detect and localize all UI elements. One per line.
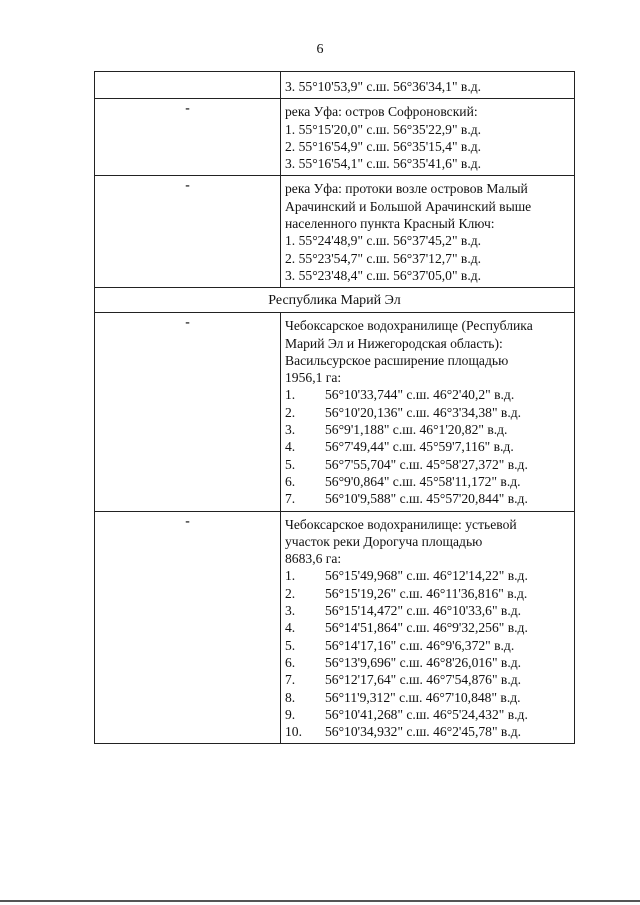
right-cell — [281, 72, 575, 99]
right-cell — [281, 511, 575, 744]
left-cell — [95, 72, 281, 99]
point-coordinate: 56°13'9,696" с.ш. 46°8'26,016" в.д. — [325, 654, 522, 670]
table-row — [95, 72, 575, 99]
point-coordinate: 56°15'19,26" с.ш. 46°11'36,816" в.д. — [325, 585, 528, 601]
table-row — [95, 313, 575, 511]
coordinate-point — [285, 602, 570, 619]
coordinate-point — [285, 706, 570, 723]
coordinate-line: 1. 55°15'20,0" с.ш. 56°35'22,9" в.д. — [285, 121, 482, 137]
point-coordinate: 56°10'33,744" с.ш. 46°2'40,2" в.д. — [325, 387, 515, 403]
page-number: 6 — [316, 42, 324, 57]
coordinates-table — [94, 71, 575, 744]
point-number: 1. — [285, 387, 296, 403]
scan-edge-line — [0, 900, 640, 902]
coordinate-line: 3. 55°23'48,4" с.ш. 56°37'05,0" в.д. — [285, 267, 482, 283]
dash-marker: - — [95, 511, 281, 744]
point-number: 2. — [285, 585, 296, 601]
point-number: 7. — [285, 491, 296, 507]
point-number: 8. — [285, 689, 296, 705]
point-coordinate: 56°9'0,864" с.ш. 45°58'11,172" в.д. — [325, 473, 521, 489]
location-title: 1956,1 га: — [285, 370, 342, 386]
point-coordinate: 56°7'49,44" с.ш. 45°59'7,116" в.д. — [325, 439, 514, 455]
coordinate-point — [285, 723, 570, 740]
location-title: Васильсурское расширение площадью — [285, 352, 509, 368]
point-number: 9. — [285, 706, 296, 722]
right-cell — [281, 176, 575, 288]
point-coordinate: 56°7'55,704" с.ш. 45°58'27,372" в.д. — [325, 456, 528, 472]
point-coordinate: 56°10'41,268" с.ш. 46°5'24,432" в.д. — [325, 706, 528, 722]
point-coordinate: 56°14'17,16" с.ш. 46°9'6,372" в.д. — [325, 637, 515, 653]
right-cell — [281, 99, 575, 176]
point-number: 6. — [285, 654, 296, 670]
coordinate-line: 3. 55°10'53,9" с.ш. 56°36'34,1" в.д. — [285, 79, 482, 94]
location-title: участок реки Дорогуча площадью — [285, 533, 483, 549]
point-coordinate: 56°10'20,136" с.ш. 46°3'34,38" в.д. — [325, 404, 522, 420]
dash-marker: - — [95, 99, 281, 176]
point-number: 6. — [285, 473, 296, 489]
dash-marker: - — [95, 313, 281, 511]
coordinate-point — [285, 490, 570, 507]
location-title: Чебоксарское водохранилище (Республика — [285, 318, 533, 334]
point-number: 5. — [285, 637, 296, 653]
coordinate-point — [285, 637, 570, 654]
dash-marker: - — [95, 176, 281, 288]
coordinate-point — [285, 456, 570, 473]
point-coordinate: 56°10'34,932" с.ш. 46°2'45,78" в.д. — [325, 724, 522, 740]
table-row — [95, 99, 575, 176]
point-number: 3. — [285, 603, 296, 619]
point-number: 4. — [285, 620, 296, 636]
coordinate-line: 2. 55°23'54,7" с.ш. 56°37'12,7" в.д. — [285, 250, 482, 266]
point-coordinate: 56°10'9,588" с.ш. 45°57'20,844" в.д. — [325, 491, 528, 507]
location-title: Марий Эл и Нижегородская область): — [285, 335, 503, 351]
table-row — [95, 176, 575, 288]
location-title: река Уфа: протоки возле островов Малый — [285, 181, 528, 197]
coordinate-point — [285, 421, 570, 438]
coordinate-line: 2. 55°16'54,9" с.ш. 56°35'15,4" в.д. — [285, 138, 482, 154]
point-coordinate: 56°15'14,472" с.ш. 46°10'33,6" в.д. — [325, 603, 522, 619]
point-number: 3. — [285, 422, 296, 438]
coordinate-line: 3. 55°16'54,1" с.ш. 56°35'41,6" в.д. — [285, 156, 482, 172]
point-coordinate: 56°15'49,968" с.ш. 46°12'14,22" в.д. — [325, 568, 528, 584]
coordinate-line: 1. 55°24'48,9" с.ш. 56°37'45,2" в.д. — [285, 233, 482, 249]
point-number: 5. — [285, 456, 296, 472]
coordinate-point — [285, 386, 570, 403]
point-coordinate: 56°11'9,312" с.ш. 46°7'10,848" в.д. — [325, 689, 521, 705]
point-number: 7. — [285, 672, 296, 688]
coordinate-point — [285, 654, 570, 671]
coordinate-point — [285, 619, 570, 636]
point-coordinate: 56°12'17,64" с.ш. 46°7'54,876" в.д. — [325, 672, 522, 688]
table-row — [95, 511, 575, 744]
coordinate-point — [285, 671, 570, 688]
point-coordinate: 56°14'51,864" с.ш. 46°9'32,256" в.д. — [325, 620, 528, 636]
point-coordinate: 56°9'1,188" с.ш. 46°1'20,82" в.д. — [325, 422, 508, 438]
section-row — [95, 288, 575, 313]
point-number: 10. — [285, 724, 302, 740]
coordinate-point — [285, 473, 570, 490]
location-title: населенного пункта Красный Ключ: — [285, 216, 495, 232]
right-cell — [281, 313, 575, 511]
coordinate-point — [285, 567, 570, 584]
location-title: река Уфа: остров Софроновский: — [285, 104, 478, 120]
point-number: 2. — [285, 404, 296, 420]
location-title: Арачинский и Большой Арачинский выше — [285, 198, 532, 214]
point-number: 1. — [285, 568, 296, 584]
coordinate-point — [285, 438, 570, 455]
section-title: Республика Марий Эл — [95, 288, 575, 313]
coordinate-point — [285, 585, 570, 602]
location-title: 8683,6 га: — [285, 551, 342, 567]
location-title: Чебоксарское водохранилище: устьевой — [285, 516, 517, 532]
coordinate-point — [285, 404, 570, 421]
point-number: 4. — [285, 439, 296, 455]
coordinate-point — [285, 689, 570, 706]
